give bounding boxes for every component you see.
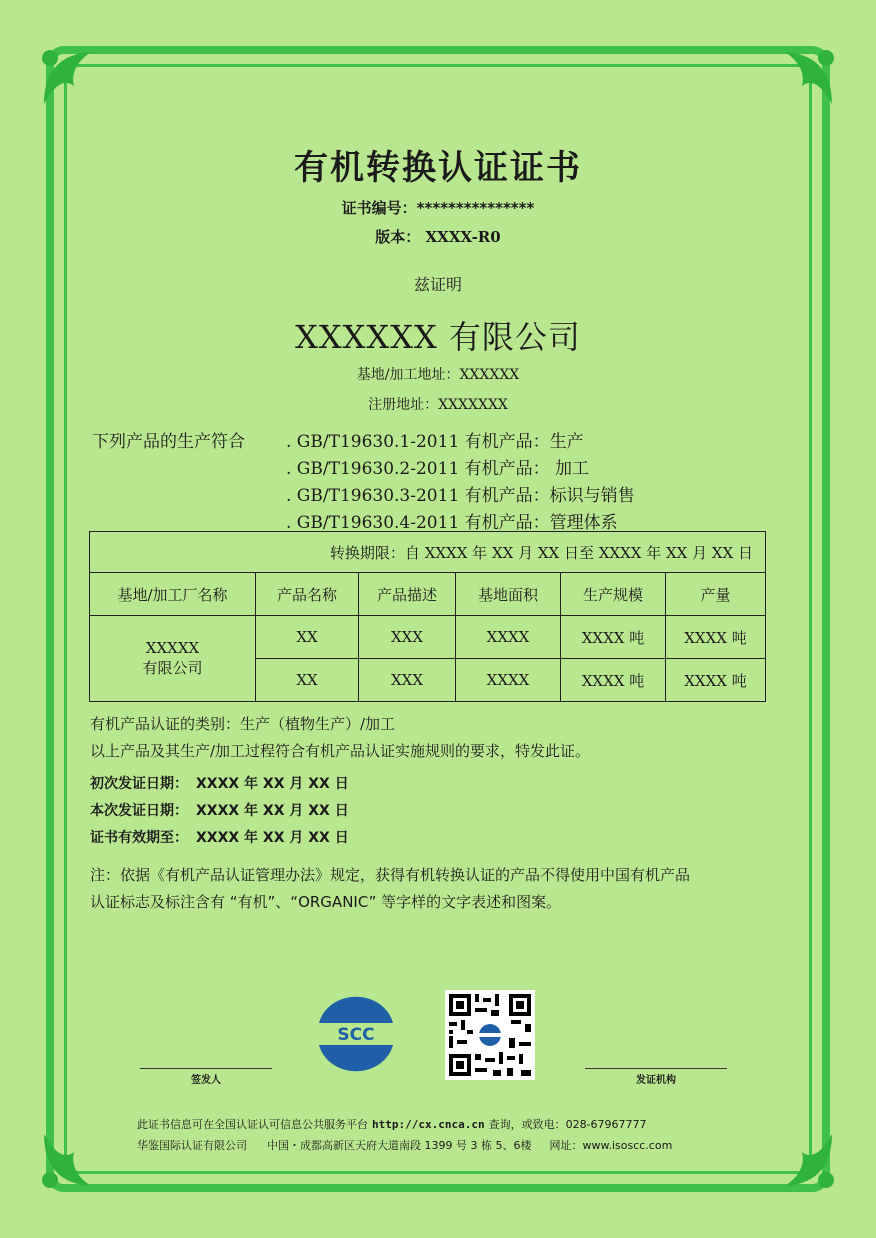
certification-category: 有机产品认证的类别：生产（植物生产）/加工	[90, 715, 396, 733]
issuer-address: 中国・成都高新区天府大道南段 1399 号 3 栋 5、6楼	[267, 1139, 532, 1152]
hereby-text: 兹证明	[413, 275, 462, 294]
version: 版本： XXXX-R0	[375, 228, 501, 246]
logo-text: SCC	[337, 1025, 375, 1045]
corner-ornament-icon	[770, 1124, 840, 1194]
table-cell: XX	[256, 659, 359, 702]
certificate-title: 有机转换认证证书	[294, 148, 582, 188]
table-row	[90, 616, 766, 659]
note-line: 注：依据《有机产品认证管理办法》规定，获得有机转换认证的产品不得使用中国有机产品	[90, 866, 691, 884]
scc-logo	[313, 993, 399, 1075]
issuer-line	[585, 1068, 727, 1069]
footer-line	[137, 1137, 672, 1153]
signer-line	[140, 1068, 272, 1069]
base-address: 基地/加工地址：XXXXXX	[356, 367, 520, 383]
footer-line: 此证书信息可在全国认证认可信息公共服务平台 http://cx.cnca.cn 查询，或致电：028-67967777	[137, 1118, 647, 1131]
standard-item: . GB/T19630.1-2011 有机产品：生产	[286, 432, 584, 452]
table-header: 生产规模	[561, 573, 666, 616]
signer-label: 签发人	[191, 1075, 221, 1086]
qr-code-icon[interactable]	[445, 990, 535, 1080]
table-cell: XXX	[359, 616, 456, 659]
table-header: 基地/加工厂名称	[90, 573, 256, 616]
issuer-label: 发证机构	[636, 1075, 676, 1086]
standards-intro: 下列产品的生产符合	[92, 432, 245, 452]
table-header: 产量	[666, 573, 766, 616]
standard-item: . GB/T19630.2-2011 有机产品： 加工	[286, 459, 590, 479]
table-cell: XXXX	[456, 659, 561, 702]
expiry-date: 证书有效期至： XXXX 年 XX 月 XX 日	[90, 830, 349, 846]
table-header: 产品描述	[359, 573, 456, 616]
registered-address: 注册地址：XXXXXXX	[368, 397, 508, 413]
product-table	[89, 531, 766, 702]
table-cell: XX	[256, 616, 359, 659]
table-cell: XXXX 吨	[561, 616, 666, 659]
conformity-statement: 以上产品及其生产/加工过程符合有机产品认证实施规则的要求，特发此证。	[90, 742, 591, 760]
verification-link[interactable]: http://cx.cnca.cn	[372, 1118, 485, 1131]
note-line: 认证标志及标注含有 “有机”、“ORGANIC” 等字样的文字表述和图案。	[90, 893, 562, 911]
corner-ornament-icon	[36, 1124, 106, 1194]
table-cell: XXXX 吨	[666, 616, 766, 659]
site-name: XXXXX 有限公司	[90, 616, 256, 702]
conversion-period: 转换期限：自 XXXX 年 XX 月 XX 日至 XXXX 年 XX 月 XX 日	[90, 532, 766, 573]
table-header-row	[90, 573, 766, 616]
standard-item: . GB/T19630.4-2011 有机产品：管理体系	[286, 513, 618, 533]
table-cell: XXXX	[456, 616, 561, 659]
certificate-number: 证书编号：***************	[341, 199, 535, 217]
standard-item: . GB/T19630.3-2011 有机产品：标识与销售	[286, 486, 635, 506]
table-header: 基地面积	[456, 573, 561, 616]
corner-ornament-icon	[36, 44, 106, 114]
table-cell: XXX	[359, 659, 456, 702]
table-cell: XXXX 吨	[561, 659, 666, 702]
corner-ornament-icon	[770, 44, 840, 114]
issuer-company: 华鉴国际认证有限公司	[137, 1139, 247, 1152]
table-cell: XXXX 吨	[666, 659, 766, 702]
company-name: XXXXXX 有限公司	[295, 318, 581, 356]
table-header: 产品名称	[256, 573, 359, 616]
issuer-website[interactable]: 网址：www.isoscc.com	[549, 1139, 673, 1152]
first-issue-date: 初次发证日期： XXXX 年 XX 月 XX 日	[90, 776, 349, 792]
current-issue-date: 本次发证日期： XXXX 年 XX 月 XX 日	[90, 803, 349, 819]
